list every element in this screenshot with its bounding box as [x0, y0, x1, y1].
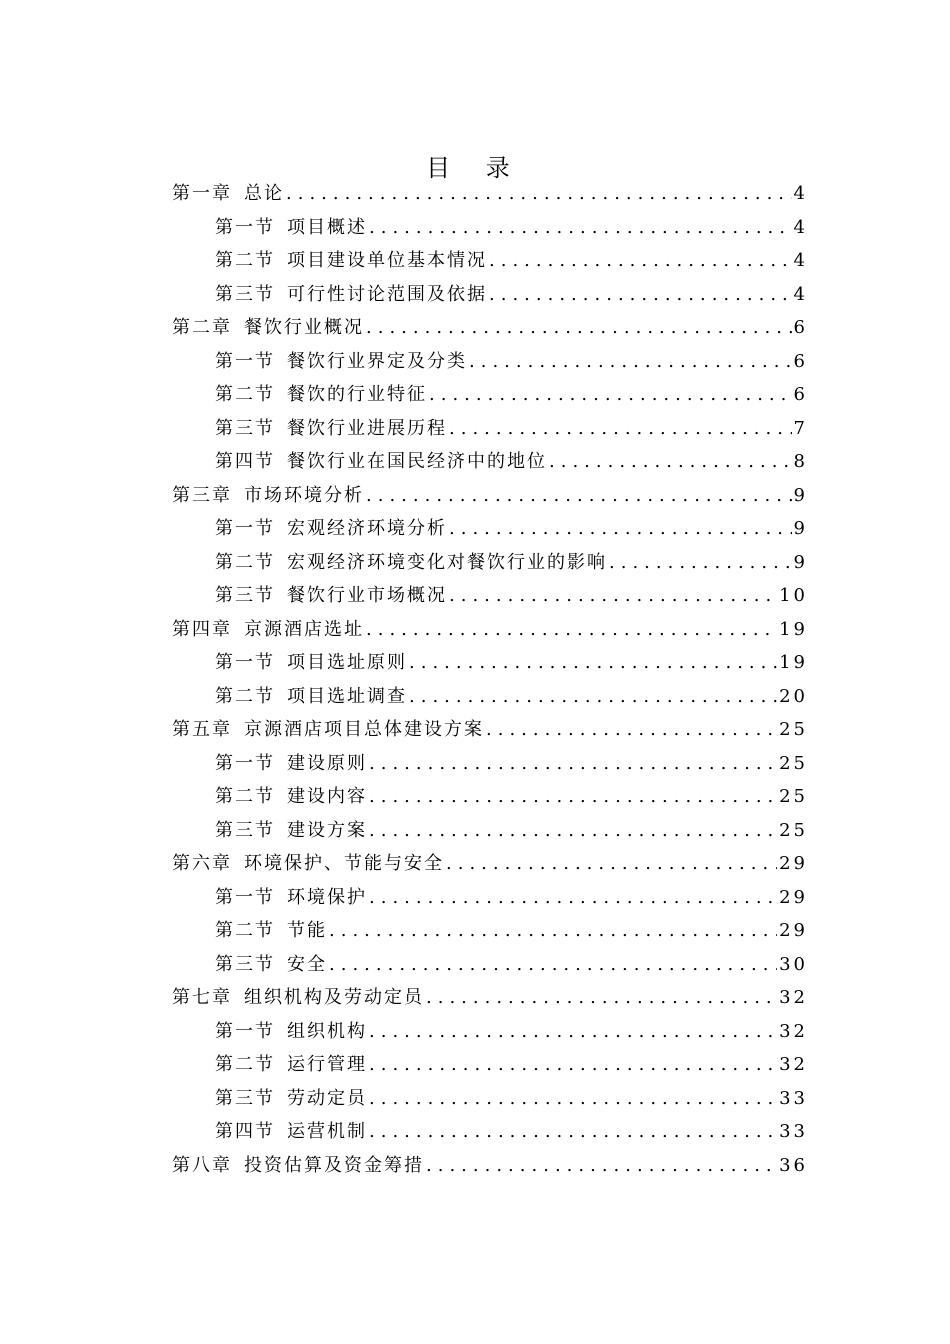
toc-entry-number: 第一节 [215, 652, 275, 673]
toc-chapter-entry[interactable] [172, 713, 808, 747]
toc-section-entry[interactable] [172, 546, 808, 580]
toc-page-number: 25 [779, 786, 808, 807]
toc-section-entry[interactable] [172, 1115, 808, 1149]
toc-page-number: 7 [793, 417, 808, 439]
dot-leader [449, 412, 792, 446]
toc-section-entry[interactable] [172, 646, 808, 680]
toc-entry-text: 环境保护 [287, 886, 367, 908]
toc-entry-label [215, 881, 367, 915]
toc-entry-label [215, 512, 447, 546]
toc-entry-text: 宏观经济环境变化对餐饮行业的影响 [287, 551, 607, 573]
toc-section-entry[interactable] [172, 345, 808, 379]
toc-chapter-entry[interactable] [172, 311, 808, 345]
toc-entry-text: 餐饮行业概况 [244, 317, 364, 338]
toc-section-entry[interactable] [172, 814, 808, 848]
dot-leader [366, 311, 792, 345]
dot-leader [486, 713, 777, 747]
toc-section-entry[interactable] [172, 278, 808, 312]
toc-entry-number: 第四节 [215, 451, 275, 472]
toc-page-number: 4 [793, 216, 808, 238]
toc-section-entry[interactable] [172, 914, 808, 948]
toc-section-entry[interactable] [172, 244, 808, 278]
toc-page-number: 6 [793, 384, 808, 405]
toc-page-number: 20 [779, 685, 808, 707]
toc-entry-number: 第二节 [215, 1054, 275, 1075]
dot-leader [489, 244, 792, 278]
toc-page-number: 6 [793, 350, 808, 372]
toc-page-number: 4 [793, 183, 808, 204]
toc-entry-text: 运行管理 [287, 1054, 367, 1075]
dot-leader [369, 1015, 777, 1049]
dot-leader [469, 345, 792, 379]
toc-section-entry[interactable] [172, 1048, 808, 1082]
toc-entry-label [215, 579, 447, 613]
toc-section-entry[interactable] [172, 579, 808, 613]
toc-entry-label [215, 646, 407, 680]
toc-entry-label [215, 1082, 367, 1116]
toc-entry-label [215, 244, 487, 278]
toc-entry-label [215, 1048, 367, 1082]
toc-entry-label [172, 479, 364, 513]
toc-section-entry[interactable] [172, 948, 808, 982]
toc-chapter-entry[interactable] [172, 479, 808, 513]
toc-entry-number: 第二节 [215, 685, 275, 707]
toc-page-number: 32 [779, 987, 808, 1008]
toc-entry-number: 第六章 [172, 853, 232, 874]
toc-entry-number: 第一节 [215, 518, 275, 539]
toc-entry-text: 总论 [244, 183, 284, 204]
toc-entry-label [215, 914, 327, 948]
toc-page-number: 6 [793, 317, 808, 338]
toc-section-entry[interactable] [172, 780, 808, 814]
toc-section-entry[interactable] [172, 1082, 808, 1116]
dot-leader [429, 378, 792, 412]
toc-entry-number: 第二节 [215, 786, 275, 807]
toc-entry-text: 项目建设单位基本情况 [287, 250, 487, 271]
toc-entry-text: 环境保护、节能与安全 [244, 853, 444, 874]
dot-leader [366, 479, 792, 513]
toc-entry-number: 第一节 [215, 1020, 275, 1042]
toc-page-number: 36 [779, 1154, 808, 1176]
toc-page-number: 25 [779, 819, 808, 841]
toc-page-number: 25 [779, 752, 808, 774]
toc-entry-text: 运营机制 [287, 1121, 367, 1142]
toc-entry-text: 组织机构 [287, 1020, 367, 1042]
dot-leader [369, 747, 777, 781]
toc-entry-label [172, 613, 364, 647]
toc-entry-label [172, 713, 484, 747]
toc-entry-number: 第八章 [172, 1154, 232, 1176]
toc-entry-text: 京源酒店选址 [244, 618, 364, 640]
toc-entry-text: 市场环境分析 [244, 484, 364, 506]
table-of-contents [172, 177, 808, 1182]
toc-entry-label [215, 378, 427, 412]
toc-entry-label [215, 814, 367, 848]
toc-page-number: 32 [779, 1020, 808, 1042]
dot-leader [449, 579, 777, 613]
toc-entry-text: 餐饮行业界定及分类 [287, 350, 467, 372]
dot-leader [369, 1048, 777, 1082]
toc-page-number: 25 [779, 719, 808, 740]
toc-entry-label [172, 1149, 424, 1183]
toc-entry-number: 第一节 [215, 350, 275, 372]
toc-section-entry[interactable] [172, 378, 808, 412]
toc-entry-text: 餐饮的行业特征 [287, 384, 427, 405]
dot-leader [369, 814, 777, 848]
dot-leader [426, 981, 777, 1015]
toc-entry-label [215, 211, 367, 245]
toc-entry-text: 可行性讨论范围及依据 [287, 283, 487, 305]
toc-entry-number: 第二节 [215, 920, 275, 941]
toc-entry-text: 宏观经济环境分析 [287, 518, 447, 539]
toc-entry-number: 第三节 [215, 585, 275, 606]
toc-section-entry[interactable] [172, 445, 808, 479]
toc-chapter-entry[interactable] [172, 613, 808, 647]
toc-entry-label [172, 847, 444, 881]
toc-page-number: 19 [779, 652, 808, 673]
toc-section-entry[interactable] [172, 680, 808, 714]
toc-entry-number: 第一节 [215, 886, 275, 908]
toc-entry-label [215, 747, 367, 781]
toc-entry-text: 餐饮行业在国民经济中的地位 [287, 451, 547, 472]
toc-section-entry[interactable] [172, 412, 808, 446]
toc-entry-number: 第一章 [172, 183, 232, 204]
dot-leader [369, 1082, 777, 1116]
toc-entry-number: 第三节 [215, 283, 275, 305]
toc-entry-number: 第三节 [215, 819, 275, 841]
toc-entry-text: 项目选址调查 [287, 685, 407, 707]
toc-page-number: 33 [779, 1087, 808, 1109]
toc-entry-label [215, 1115, 367, 1149]
toc-entry-text: 投资估算及资金筹措 [244, 1154, 424, 1176]
toc-title: 目 录 [426, 154, 524, 182]
dot-leader [489, 278, 792, 312]
toc-entry-number: 第一节 [215, 752, 275, 774]
dot-leader [329, 948, 777, 982]
toc-entry-number: 第三章 [172, 484, 232, 506]
toc-page-number: 29 [779, 853, 808, 874]
toc-entry-label [172, 177, 284, 211]
toc-page-number: 9 [793, 518, 808, 539]
toc-section-entry[interactable] [172, 211, 808, 245]
toc-entry-label [215, 278, 487, 312]
toc-entry-text: 项目概述 [287, 216, 367, 238]
dot-leader [366, 613, 777, 647]
dot-leader [449, 512, 792, 546]
dot-leader [369, 780, 777, 814]
toc-entry-label [215, 780, 367, 814]
toc-entry-label [172, 981, 424, 1015]
dot-leader [369, 881, 777, 915]
toc-entry-number: 第二节 [215, 250, 275, 271]
dot-leader [329, 914, 777, 948]
toc-entry-text: 餐饮行业进展历程 [287, 417, 447, 439]
toc-page-number: 9 [793, 484, 808, 506]
dot-leader [409, 680, 777, 714]
toc-entry-label [215, 1015, 367, 1049]
toc-entry-number: 第三节 [215, 953, 275, 975]
toc-entry-number: 第一节 [215, 216, 275, 238]
toc-chapter-entry[interactable] [172, 847, 808, 881]
toc-entry-label [172, 311, 364, 345]
toc-entry-text: 建设内容 [287, 786, 367, 807]
toc-page-number: 8 [793, 451, 808, 472]
toc-entry-text: 餐饮行业市场概况 [287, 585, 447, 606]
dot-leader [549, 445, 792, 479]
toc-entry-number: 第四章 [172, 618, 232, 640]
toc-entry-number: 第七章 [172, 987, 232, 1008]
toc-page-number: 30 [779, 953, 808, 975]
toc-page-number: 29 [779, 886, 808, 908]
dot-leader [609, 546, 792, 580]
toc-entry-label [215, 345, 467, 379]
toc-entry-text: 京源酒店项目总体建设方案 [244, 719, 484, 740]
toc-chapter-entry[interactable] [172, 1149, 808, 1183]
toc-entry-label [215, 445, 547, 479]
dot-leader [286, 177, 792, 211]
toc-page-number: 4 [793, 283, 808, 305]
toc-entry-number: 第四节 [215, 1121, 275, 1142]
toc-entry-text: 项目选址原则 [287, 652, 407, 673]
toc-entry-label [215, 680, 407, 714]
toc-section-entry[interactable] [172, 512, 808, 546]
toc-entry-text: 劳动定员 [287, 1087, 367, 1109]
toc-page-number: 29 [779, 920, 808, 941]
toc-entry-number: 第三节 [215, 1087, 275, 1109]
toc-entry-text: 建设方案 [287, 819, 367, 841]
toc-entry-text: 节能 [287, 920, 327, 941]
toc-chapter-entry[interactable] [172, 981, 808, 1015]
toc-page-number: 10 [779, 585, 808, 606]
toc-entry-label [215, 546, 607, 580]
toc-entry-label [215, 412, 447, 446]
toc-page-number: 9 [793, 551, 808, 573]
toc-entry-label [215, 948, 327, 982]
toc-entry-number: 第二节 [215, 384, 275, 405]
dot-leader [369, 211, 792, 245]
dot-leader [446, 847, 777, 881]
toc-entry-text: 安全 [287, 953, 327, 975]
toc-entry-text: 建设原则 [287, 752, 367, 774]
toc-section-entry[interactable] [172, 881, 808, 915]
toc-section-entry[interactable] [172, 1015, 808, 1049]
toc-entry-number: 第二章 [172, 317, 232, 338]
dot-leader [409, 646, 777, 680]
toc-page-number: 33 [779, 1121, 808, 1142]
toc-entry-text: 组织机构及劳动定员 [244, 987, 424, 1008]
toc-entry-number: 第二节 [215, 551, 275, 573]
toc-page-number: 32 [779, 1054, 808, 1075]
toc-page-number: 4 [793, 250, 808, 271]
dot-leader [369, 1115, 777, 1149]
dot-leader [426, 1149, 777, 1183]
toc-entry-number: 第五章 [172, 719, 232, 740]
toc-chapter-entry[interactable] [172, 177, 808, 211]
toc-entry-number: 第三节 [215, 417, 275, 439]
toc-page-number: 19 [779, 618, 808, 640]
toc-section-entry[interactable] [172, 747, 808, 781]
